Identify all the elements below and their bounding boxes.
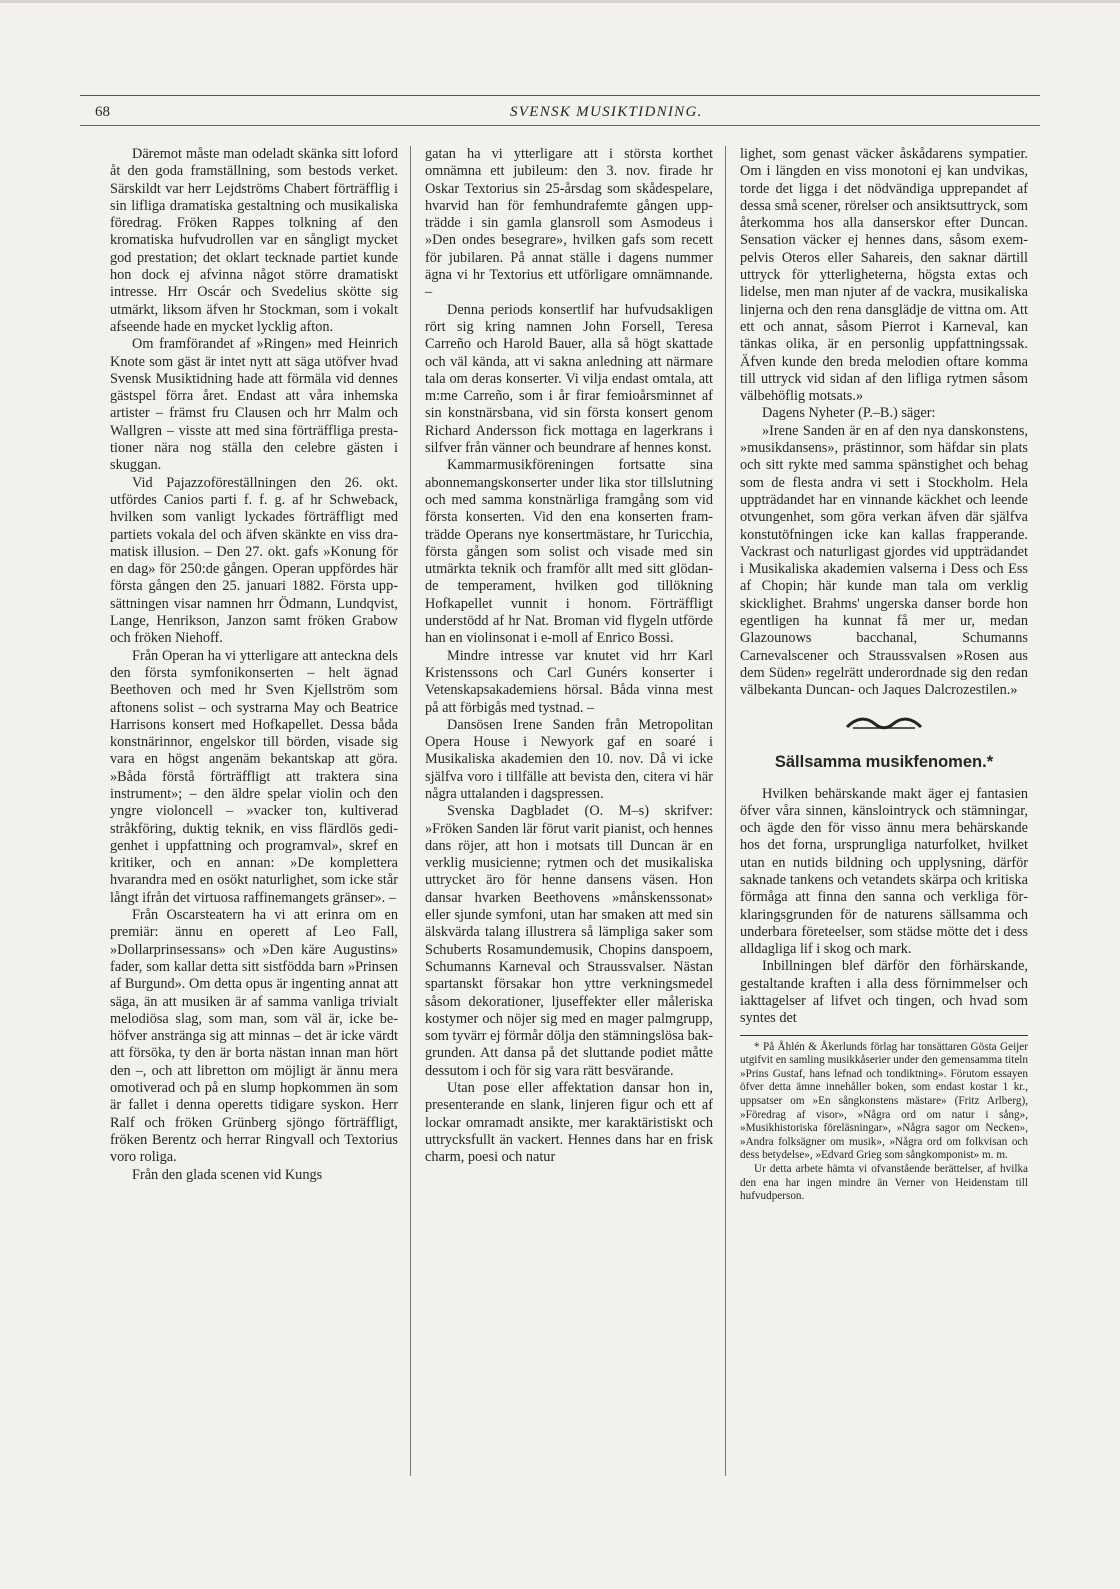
column-2: [425, 146, 713, 1476]
article-title: Sällsamma musikfenomen.*: [774, 752, 994, 771]
header-rule: [80, 95, 1040, 96]
paragraph: Utan pose eller affektation dansar hon in, presenterande en slank, linjeren figur och ett af lockar omramadt ansikte, mer karaktäristiskt och uttrycksfullt än vackert. Hennes dans har en frisk charm, poesi och natur: [425, 1080, 713, 1166]
header-under-rule: [80, 125, 1040, 126]
article-paragraph: Inbillningen blef därför den förhärskande, gestaltande kraften i alla dess förnimmelser och iakttagelser af lifvet och tingen, och hvad som syntes det: [740, 958, 1028, 1027]
paragraph: »Irene Sanden är en af den nya danskonstens, »musikdansens», prästinnor, som häfdar sin plats och sitt rykte med samma spänstighet och behag som de flesta andra vi sett i Stockholm. Hela uppträdandet har en vinnande käckhet och leende otvungenhet, som göra verkan äfven där själfva konstutöfningen icke kan kallas frapperande. Vackrast och naturligast gjordes vid uppträdandet i Musikaliska akademien valserna i Dess och Ess af Chopin; här kunde man tala om verklig skicklighet. Brahms' ungerska danser borde hon egentligen ha kunnat få mer ur, medan Glazounows bacchanal, Schumanns Carnevalscener och Straussvalsen »Rosen aus dem Süden» regelrätt underordnade sig den redan välbekanta Duncan- och Jaques Dalcrozestilen.»: [740, 422, 1028, 699]
running-title: SVENSK MUSIKTIDNING.: [510, 104, 703, 120]
page-number: 68: [95, 104, 110, 120]
column-1: [110, 146, 398, 1476]
paragraph: Från Operan ha vi ytterligare att anteckna dels den första symfonikonserten – helt ägnad Beethoven och med hr Sven Kjellström som aftonens solist – och systrarna May och Beatrice Harrisons konsert med Hofkapellet. Dessa båda konstnärinnor, engelskor till börden, visade sig vara en högst angenäm bekantskap att göra. »Båda förstå förträffligt att traktera sina instrument»; – den äldre spelar violin och den yngre violoncell – »vacker ton, kultiverad stråkföring, duktig teknik, en viss flärdlös gedigenhet i uppfattning och programval», skref en kritiker, och en annan: »De komplettera hvarandra med en osökt naturlighet, som icke står långt ifrån det virtuosa raffinemangets gränser». –: [110, 647, 398, 906]
paragraph: Från den glada scenen vid Kungs: [132, 1166, 323, 1183]
footnote-rule: [740, 1035, 1028, 1036]
paragraph: Denna periods konsertlif har hufvudsakligen rört sig kring namnen John Forsell, Teresa Carreño och Harold Bauer, alla så högt skattade och väl kända, att vi sakna anledning att närmare tala om deras konserter. Vi vilja endast omtala, att m:me Carreño, som i år firar femioårsminnet af sin konstnärsbana, vid sin första konsert genom Richard Andersson fick mottaga en lagerkrans i silfver från vänner och beundrare af hennes konst.: [425, 301, 713, 457]
paragraph: Dagens Nyheter (P.–B.) säger:: [762, 405, 936, 422]
ornament-divider-icon: [845, 716, 923, 730]
paragraph: lighet, som genast väcker åskådarens sympatier. Om i längden en viss monotoni ej kan undvikas, torde det ligga i det nödvändiga upprepandet af dessa små scener, rörelser och ansiktsuttryck, som återkomma hos alla danserskor efter Duncan. Sensation väcker ej hennes dans, såsom exempelvis Oteros eller Sahareis, den saknar därtill uttryck för ytterligheterna, högsta extas och lidelse, men man njuter af de vackra, musikaliska linjerna och den rena dansglädje de vittna om. Att ett och annat, såsom Pierrot i Karneval, kan tänkas olika, är en personlig uppfattningssak. Äfven kunde den breda melodien oftare komma till uttryck vid sidan af den lifliga rytmen såsom välbehöflig motsats.»: [740, 146, 1028, 405]
column-3: [740, 146, 1028, 1496]
paragraph: Från Oscarsteatern ha vi att erinra om en premiär: ännu en operett af Leo Fall, »Dollarprinsessans» och »Den käre Augustins» fader, som kallar detta sitt sistfödda barn »Prinsen af Burgund». Om detta opus är ingenting annat att säga, än att musiken är af samma vanliga trivialt melodiösa slag, som man, som väl är, icke behöfver anstränga sig att minnas – det är icke värdt att försöka, ty den är borta nästan innan man hört den –, och att libretton om möjligt är ännu mera omotiverad och på en slump hopkommen än som är fallet i denna operetts tidigare syskon. Herr Ralf och fröken Grünberg sjöngo förträffligt, fröken Berentz och herrar Ringvall och Textorius voro roliga.: [110, 907, 398, 1166]
footnote-paragraph: * På Åhlén & Åkerlunds förlag har tonsättaren Gösta Geijer utgifvit en samling musikkåserier under den gemensamma titeln »Prins Gustaf, hans lefnad och tondiktning». Förutom essayen öfver detta ämne innehåller boken, som endast kostar 1 kr., uppsatser om »En sångkonstens mästare» (Fritz Arlberg), »Föredrag af visor», »Några ord om natur i sång», »Musikhistoriska föreläsningar», »Några sagor om Necken», »Andra folksägner om musik», »Några ord om folkvisan och dess betydelse», »Edvard Grieg som sångkomponist» m. m.: [740, 1040, 1028, 1162]
footnote: [740, 1041, 1028, 1204]
paragraph: gatan ha vi ytterligare att i största korthet omnämna ett jubileum: den 3. nov. firade hr Oskar Textorius sin 25-årsdag som skådespelare, hvarvid han för femhundrafemte gången uppträdde i sin gamla glansroll som Asmodeus i »Den ondes besegrare», hvilken gafs som recett för jubilaren. På annat ställe i dagens nummer ägna vi hr Textorius ett utförligare omnämnande. –: [425, 146, 713, 301]
footnote-paragraph: Ur detta arbete hämta vi ofvanstående berättelser, af hvilka den ena har ingen mindre än Verner von Heidenstam till hufvudperson.: [740, 1163, 1028, 1203]
paragraph: Kammarmusikföreningen fortsatte sina abonnemangskonserter under lika stor tillslutning och med samma konstnärliga framgång som vid första konserten. Vid den ena konserten framträdde Operans nye konsertmästare, hr Turicchia, första gången som solist och visade med sin utmärkta teknik och framför allt med sitt glödande temperament, hvilken god tillökning Hofkapellet vunnit i honom. Förträffligt understödd af hr Nat. Broman vid flygeln utförde han en violinsonat i e-moll af Enrico Bossi.: [425, 457, 713, 647]
scan-top-edge: [0, 0, 1120, 3]
paragraph: Vid Pajazzoföreställningen den 26. okt. utfördes Canios parti f. f. g. af hr Schweback, hvilken som vanligt lyckades förträffligt med partiets vokala del och äfven skänkte en viss dramatisk illusion. – Den 27. okt. gafs »Konung för en dag» för 250:de gången. Operan uppfördes här första gången den 25. januari 1882. Första uppsättningen visar namnen hrr Ödmann, Lundqvist, Lange, Henrikson, Janzon samt fröken Grabow och fröken Niehoff.: [110, 474, 398, 647]
paragraph: Svenska Dagbladet (O. M–s) skrifver: »Fröken Sanden lär förut varit pianist, och hennes dans röjer, att hon i motsats till Duncan är en verklig musicienne; rytmen och det musikaliska uttrycket äro för henne dansens väsen. Hon dansar hvarken Beethovens »månskenssonat» eller sjunde symfoni, utan har smaken att med sin älskvärda talang illustrera så lämpliga saker som Schuberts Rosamundemusik, Chopins danspoem, Schumanns Karneval och Straussvalser. Nästan spartanskt försakar hon yttre verkningsmedel såsom dekorationer, ljuseffekter eller måleriska kostymer och nöjer sig med en mager palmgrupp, som tyvärr ej förmår dölja den stämningslösa bakgrunden. Att dansa på det sluttande podiet måtte dessutom i och för sig vara rätt besvärande.: [425, 803, 713, 1079]
paragraph: Däremot måste man odeladt skänka sitt loford åt den goda framställning, som bestods verket. Särskildt var herr Lejdströms Chabert förträfflig i sin lifliga dramatiska gestaltning och musikaliska föredrag. Fröken Rappes tolkning af den kromatiska hufvudrollen var en sångligt mycket god prestation; det oklart tecknade partiet kunde hon dock ej afvinna något större dramatiskt intresse. Hrr Oscár och Svedelius skötte sig utmärkt, liksom äfven hr Stockman, som i vokalt afseende hade en mycket lycklig afton.: [110, 146, 398, 335]
article-paragraph: Hvilken behärskande makt äger ej fantasien öfver våra sinnen, känslointryck och stämningar, och ägde den för visso ännu mera behärskande hos det forna, ursprungliga naturfolket, hvilket utan en nutids bildning och upplysning, därför saknade tankens och vetandets skärpa och kritiska förmåga att finna den sanna och verkliga förklaringsgrunden för de naturens sällsamma och underbara företeelser, som städse mötte det i dess alldagliga lif i skog och mark.: [740, 785, 1028, 958]
paragraph: Om framförandet af »Ringen» med Heinrich Knote som gäst är intet nytt att säga utöfver hvad Svensk Musiktidning hade att förmäla vid dennes gästspel förra året. Endast att våra inhemska artister – främst fru Clausen och hrr Malm och Wallgren – visste att med sina förträffliga prestationer nära nog ställa den celebre gästen i skuggan.: [110, 336, 398, 474]
column-divider-1: [410, 146, 411, 1476]
column-divider-2: [725, 146, 726, 1476]
paragraph: Dansösen Irene Sanden från Metropolitan Opera House i Newyork gaf en soaré i Musikaliska akademien den 10. nov. Då vi icke själfva voro i tillfälle att bevista den, citera vi här några uttalanden i dagspressen.: [425, 716, 713, 802]
paragraph: Mindre intresse var knutet vid hrr Karl Kristenssons och Carl Gunérs konserter i Vetenskapsakademiens hörsal. Båda vinna mest på att förbigås med tystnad. –: [425, 647, 713, 716]
